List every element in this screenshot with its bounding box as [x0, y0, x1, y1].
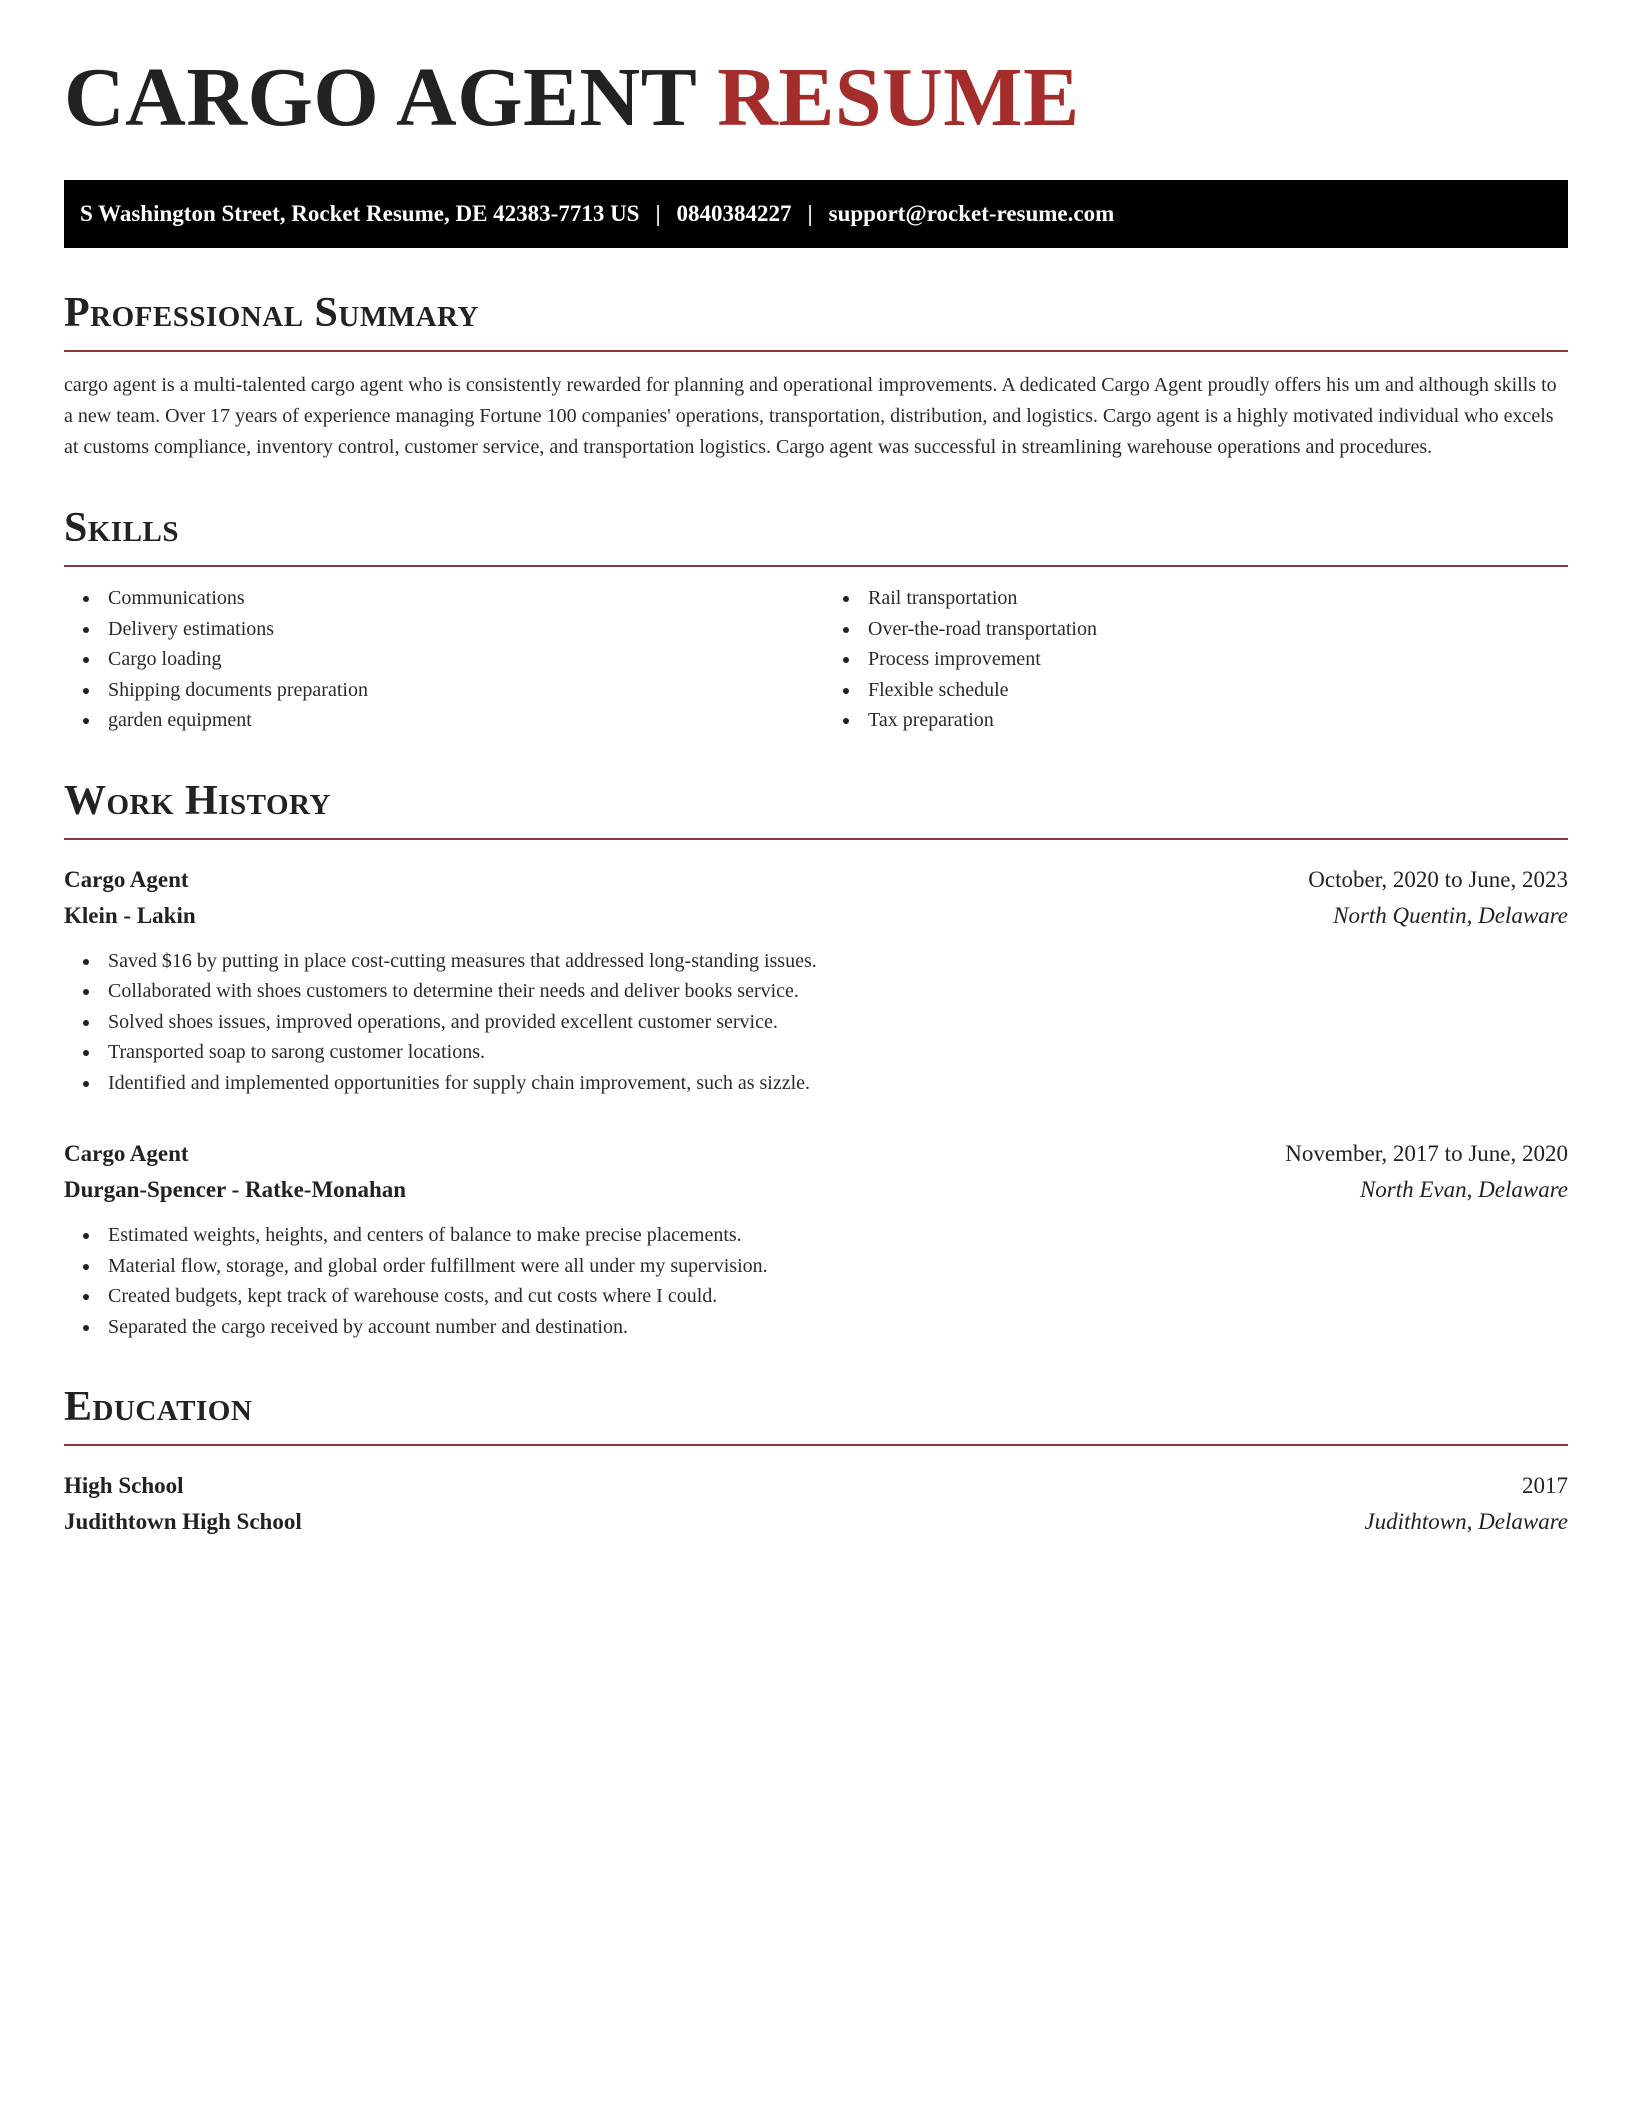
- skills-section: [64, 507, 1568, 736]
- job-location: North Quentin, Delaware: [1333, 902, 1568, 928]
- job-duty: Identified and implemented opportunities for supply chain improvement, such as sizzle.: [108, 1068, 1568, 1099]
- job-entry: [64, 1136, 1568, 1342]
- contact-bar: [64, 180, 1568, 248]
- skill-item: Over-the-road transportation: [868, 614, 1568, 645]
- job-dates: October, 2020 to June, 2023: [1308, 866, 1568, 892]
- job-company: Durgan-Spencer - Ratke-Monahan: [64, 1177, 407, 1202]
- skill-item: Shipping documents preparation: [108, 675, 808, 706]
- skill-item: Process improvement: [868, 644, 1568, 675]
- contact-separator: |: [655, 201, 661, 226]
- skill-item: garden equipment: [108, 705, 808, 736]
- skill-item: Rail transportation: [868, 583, 1568, 614]
- job-duty: Estimated weights, heights, and centers of balance to make precise placements.: [108, 1220, 1568, 1251]
- contact-separator: |: [807, 201, 813, 226]
- skill-item: Tax preparation: [868, 705, 1568, 736]
- job-location: North Evan, Delaware: [1359, 1177, 1568, 1202]
- skills-heading: Skills: [64, 507, 1568, 567]
- job-duty: Saved $16 by putting in place cost-cutting measures that addressed long-standing issues.: [108, 946, 1568, 977]
- job-duty: Collaborated with shoes customers to determine their needs and deliver books service.: [108, 976, 1568, 1007]
- job-duty: Solved shoes issues, improved operations, and provided excellent customer service.: [108, 1007, 1568, 1038]
- work-history-heading: Work History: [64, 780, 1568, 840]
- job-entry: [64, 862, 1568, 1099]
- job-duty: Separated the cargo received by account number and destination.: [108, 1312, 1568, 1343]
- summary-section: [64, 292, 1568, 463]
- skill-item: Flexible schedule: [868, 675, 1568, 706]
- job-duty: Transported soap to sarong customer locations.: [108, 1037, 1568, 1068]
- education-section: [64, 1386, 1568, 1540]
- job-duties-list: [64, 946, 1568, 1099]
- job-duty: Material flow, storage, and global order fulfillment were all under my supervision.: [108, 1251, 1568, 1282]
- skills-columns: [64, 583, 1568, 736]
- job-company-row: [64, 1172, 1568, 1208]
- job-company-row: [64, 898, 1568, 934]
- skills-list-left: [64, 583, 808, 736]
- contact-address: S Washington Street, Rocket Resume, DE 42383-7713 US: [80, 201, 640, 226]
- education-location: Judithtown, Delaware: [1364, 1509, 1568, 1534]
- education-year: 2017: [1522, 1473, 1568, 1498]
- education-entry: [64, 1468, 1568, 1540]
- education-school-row: [64, 1504, 1568, 1540]
- job-header-row: [64, 862, 1568, 898]
- education-degree-row: [64, 1468, 1568, 1504]
- contact-email[interactable]: support@rocket-resume.com: [828, 201, 1115, 226]
- education-school: Judithtown High School: [64, 1509, 302, 1534]
- education-degree: High School: [64, 1473, 184, 1498]
- contact-phone: 0840384227: [676, 201, 792, 226]
- skill-item: Cargo loading: [108, 644, 808, 675]
- skills-list-right: [808, 583, 1568, 736]
- job-title: Cargo Agent: [64, 1141, 189, 1166]
- summary-heading: Professional Summary: [64, 292, 1568, 352]
- job-company: Klein - Lakin: [64, 902, 196, 928]
- job-header-row: [64, 1136, 1568, 1172]
- job-dates: November, 2017 to June, 2020: [1285, 1141, 1568, 1166]
- title-accent: RESUME: [717, 51, 1080, 144]
- resume-title: [64, 51, 1568, 144]
- title-main: CARGO AGENT: [64, 51, 696, 144]
- skill-item: Delivery estimations: [108, 614, 808, 645]
- education-heading: Education: [64, 1386, 1568, 1446]
- summary-text: cargo agent is a multi-talented cargo agent who is consistently rewarded for planning and operational improvements. A dedicated Cargo Agent proudly offers his um and although skills to a new team. Over 17 years of experience managing Fortune 100 companies' operations, transportation, distribution, and logistics. Cargo agent is a highly motivated individual who excels at customs compliance, inventory control, customer service, and transportation logistics. Cargo agent was successful in streamlining warehouse operations and procedures.: [64, 374, 1557, 458]
- job-title: Cargo Agent: [64, 866, 189, 892]
- skill-item: Communications: [108, 583, 808, 614]
- job-duty: Created budgets, kept track of warehouse costs, and cut costs where I could.: [108, 1281, 1568, 1312]
- work-history-section: [64, 777, 1568, 1343]
- job-duties-list: [64, 1220, 1568, 1342]
